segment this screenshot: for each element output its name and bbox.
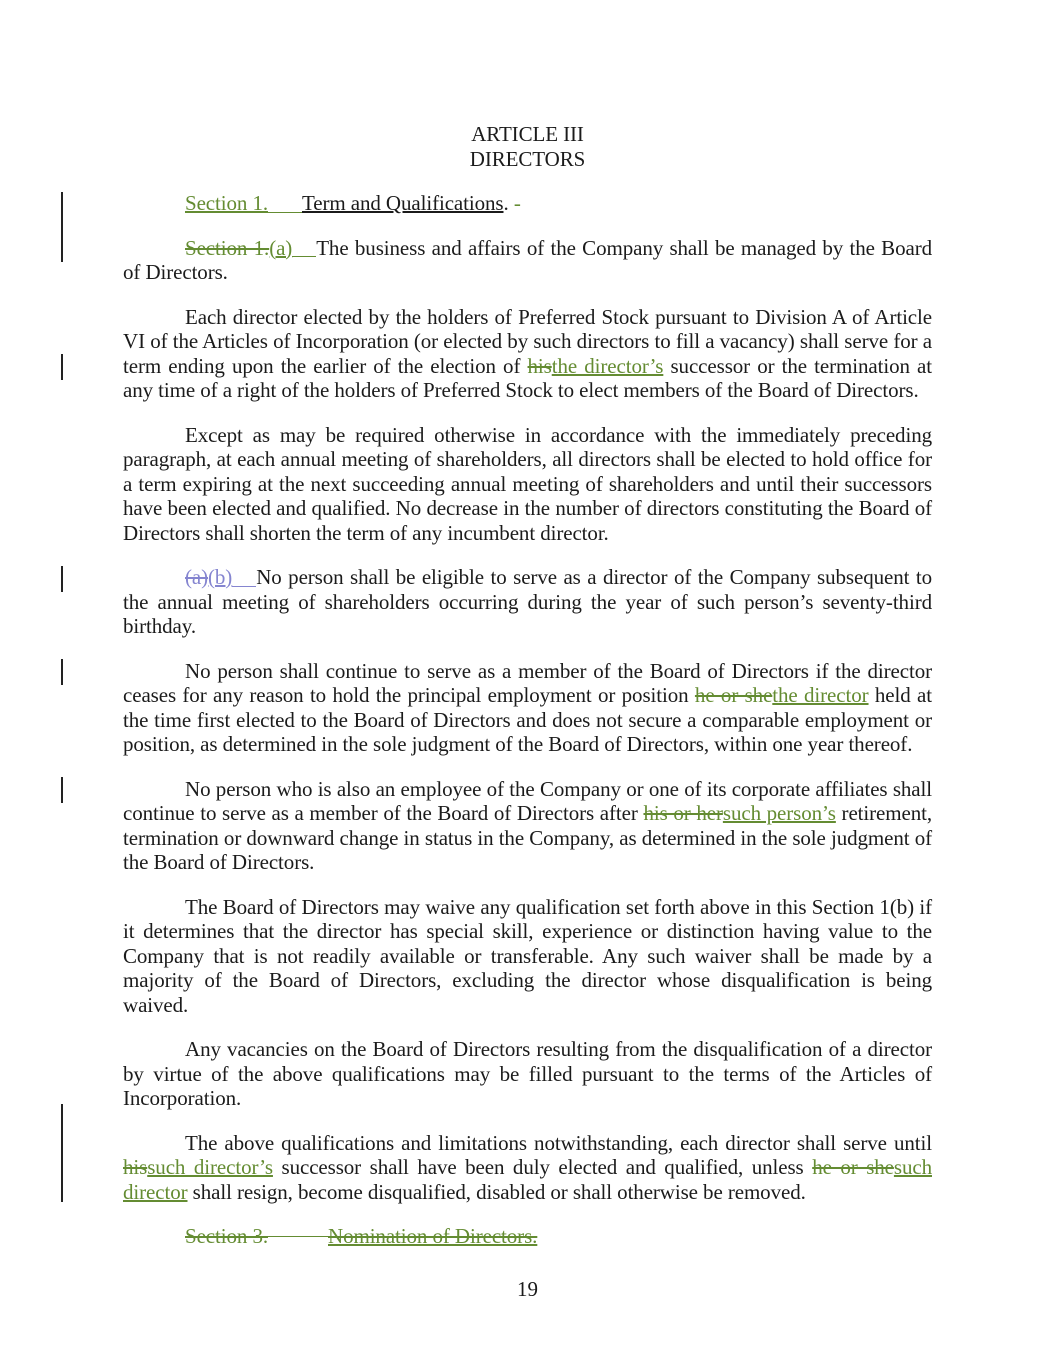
paragraph-1b-age-limit	[123, 565, 932, 639]
section3-heading-deleted	[123, 1224, 932, 1249]
paragraph-waiver	[123, 895, 932, 1018]
text-run: No person shall be eligible to serve as a director of the Company subsequent to the annual meeting of shareholders occurring during the year of such person’s seventy-third birthday.	[123, 565, 932, 638]
tab-mark	[292, 254, 316, 257]
tab-mark	[268, 1234, 328, 1237]
paragraph-employee-retirement	[123, 777, 932, 875]
deleted-text: he or she	[812, 1155, 894, 1179]
change-bar	[61, 1104, 63, 1202]
text-run: No person who is also an employee of the Company or one of its corporate affiliates shall continue to serve as a member of the Board of Directors after	[123, 776, 932, 825]
text-run: retirement, termination or downward change in status in the Company, as determined in the sole judgment of the Board of Directors.	[123, 801, 932, 874]
inserted-text: such person’s	[722, 801, 836, 825]
text-run: The above qualifications and limitations notwithstanding, each director shall serve until	[185, 1130, 932, 1155]
inserted-text: (b)	[208, 565, 233, 589]
change-bar	[61, 659, 63, 685]
deleted-text: his	[527, 353, 552, 378]
text-run: The Board of Directors may waive any qualification set forth above in this Section 1(b) if it determines that the director has special skill, experience or distinction having value to the Company that is not readily available or transferable. Any such waiver shall be made by a majority of the Board of Directors, excluding the director whose disqualification is being waived.	[123, 894, 932, 1017]
text-run: Each director elected by the holders of Preferred Stock pursuant to Division A of Article VI of the Articles of Incorporation (or elected by such directors to fill a vacancy) shall serve for a term ending upon the earlier of the election of	[123, 304, 932, 378]
deleted-text: Section 1.	[185, 235, 270, 260]
inserted-text: such director	[123, 1155, 932, 1204]
deleted-text: his	[123, 1155, 148, 1179]
paragraph-1a	[123, 236, 932, 285]
paragraph-preferred-stock	[123, 305, 932, 403]
deleted-text: Section 3.	[185, 1224, 268, 1248]
paragraph-qualifications-limitations	[123, 1131, 932, 1205]
paragraph-annual-meeting	[123, 423, 932, 546]
inserted-text: the director’s	[551, 353, 664, 378]
text-run: Except as may be required otherwise in accordance with the immediately preceding paragraph, at each annual meeting of shareholders, all directors shall be elected to hold office for a term expiring at the next succeeding annual meeting of shareholders and until their successors have been elected and qualified. No decrease in the number of directors constituting the Board of Directors shall shorten the term of any incumbent director.	[123, 422, 932, 545]
change-bar	[61, 192, 63, 262]
change-bar	[61, 777, 63, 803]
deleted-underlined-text: Nomination of Directors.	[328, 1224, 538, 1248]
change-bar	[61, 566, 63, 592]
text-run: .	[503, 191, 514, 215]
green-mark: -	[513, 191, 521, 215]
inserted-text: Section 1.	[185, 191, 268, 215]
text-run: The business and affairs of the Company shall be managed by the Board of Directors.	[123, 235, 932, 284]
deleted-text: (a)	[185, 565, 209, 589]
text-run: successor or the termination at any time of a right of the holders of Preferred Stock to elect members of the Board of Directors.	[123, 353, 932, 402]
tab-mark	[232, 584, 256, 587]
text-run: ARTICLE III	[471, 122, 584, 146]
section1-heading	[123, 191, 932, 216]
inserted-text: (a)	[269, 235, 293, 260]
text-run: DIRECTORS	[469, 146, 586, 171]
text-run: shall resign, become disqualified, disabled or shall otherwise be removed.	[187, 1179, 806, 1204]
text-run: successor shall have been duly elected and qualified, unless	[272, 1155, 813, 1179]
text-run: No person shall continue to serve as a member of the Board of Directors if the director ceases for any reason to hold the principal employment or position	[123, 658, 932, 707]
deleted-text: he or she	[694, 683, 773, 707]
underlined-text: Term and Qualifications	[302, 191, 504, 215]
tab-mark	[268, 210, 302, 213]
inserted-text: such director’s	[147, 1155, 273, 1179]
deleted-text: his or her	[643, 801, 723, 825]
paragraph-vacancies	[123, 1037, 932, 1111]
article-title-line1	[123, 122, 932, 147]
text-run: held at the time first elected to the Board of Directors and does not secure a comparable employment or position, as determined in the sole judgment of the Board of Directors, within one year thereof.	[123, 683, 932, 756]
text-run: Any vacancies on the Board of Directors resulting from the disqualification of a director by virtue of the above qualifications may be filled pursuant to the terms of the Articles of Incorporation.	[123, 1037, 932, 1110]
inserted-text: the director	[772, 683, 869, 707]
change-bar	[61, 354, 63, 380]
paragraph-principal-employment	[123, 659, 932, 757]
article-title-line2	[123, 147, 932, 172]
document-body	[123, 122, 932, 1269]
page-number: 19	[517, 1277, 538, 1301]
